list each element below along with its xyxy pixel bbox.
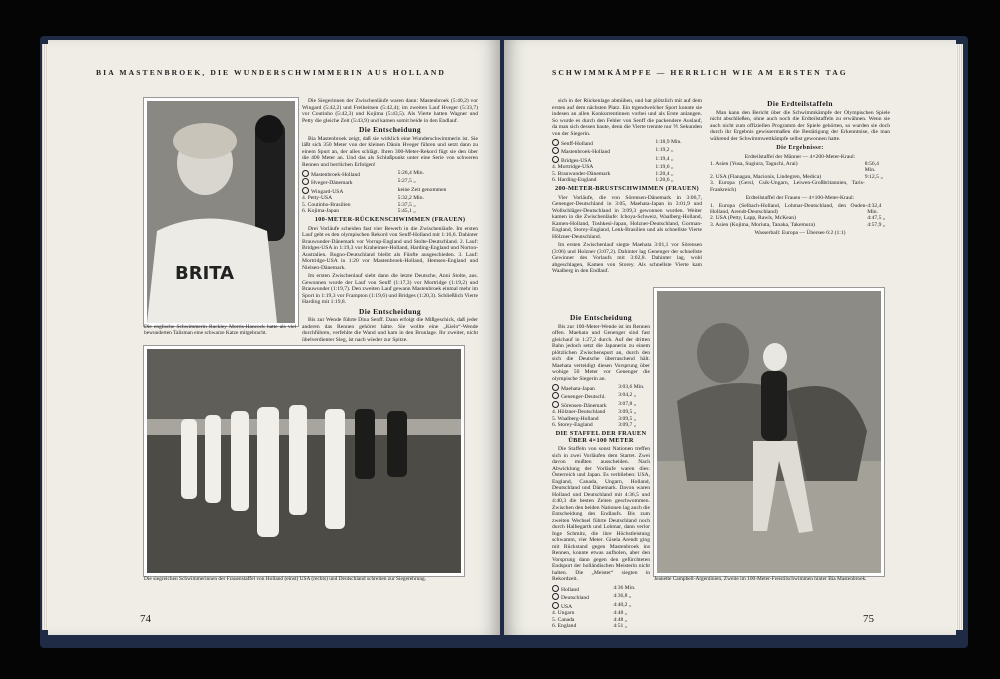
heading-200m-brust: 200-METER-BRUSTSCHWIMMEN (FRAUEN) — [555, 185, 699, 193]
table-row: 4. Mortridge-USA 1:19,6 „ — [552, 164, 674, 171]
medal-icon — [302, 187, 309, 194]
table-row: Mastenbroek-Holland 5:26,4 Min. — [302, 170, 478, 178]
results-table-200m-brust — [552, 384, 650, 428]
table-row: Genenger-Deutschl. 3:04,2 „ — [552, 392, 650, 400]
photo-swimmer-with-mascot — [144, 98, 298, 326]
table-row: Deutschland 4:36,8 „ — [552, 593, 650, 601]
table-row: 6. Harding-England 1:20,6 „ — [552, 177, 674, 184]
left-page — [48, 40, 500, 635]
paragraph-4: Bis zur Wende führte Dina Senff. Dann erfolgt die Mißgeschick, daß jeder anderen das Rennen gehöret hätte. Sie wollte eine „Kielo“-Wende durchführen, verfehlte die Wand und kam in den Brunlage. Ihr zweiter, nicht übelverdienter Sieg, ist nach wieder zur Spitze. — [302, 317, 478, 343]
table-row: 1. Asien (Yusa, Sugiura, Taguchi, Arai) 8:56,4 Min. — [710, 161, 879, 174]
caption-swimmer-photo: Jeanette Campbell-Argentinien, Zweite im 100-Meter-Freistilschwimmen hinter Bia Mastenbroek. — [654, 576, 867, 582]
page-number-left: 74 — [140, 613, 151, 625]
table-row: 4. Petty-USA 5:32,2 Min. — [302, 195, 424, 202]
medal-icon — [552, 156, 559, 163]
medal-icon — [552, 401, 559, 408]
page-number-right: 75 — [863, 613, 874, 625]
table-row: 6. Storey-England 3:09,7 „ — [552, 422, 637, 429]
caption-relay-photo: Die siegreichen Schwimmerinnen der Frauenstaffel von Holland (einst) USA (rechts) und Deutschland schreiten zur Siegerehrung. — [144, 576, 427, 582]
swimmer-by-sculpture-illustration — [657, 291, 881, 573]
swimmer-with-mascot-illustration — [147, 101, 295, 323]
water-polo-result: Wasserball: Europa — Übersee 6:2 (1:1) — [754, 230, 846, 237]
paragraph-2: Drei Vorläufe scheiden fast vier Bewerb in die Zwischenläufe. Im ersten Lauf geht es den olympischen Rekord von Senff-Holland mit 1:16,6. Dahinter Brauwunder-Dänemark vor Vorrup-England und Stolte-Deutschland. 2. Lauf: Bridges-USA in 1:19,3 vor Kraheimer-Holland, Harding-England und Norton-Australien. Bugno-Deutschland bleibt als Fünfte ausgeschieden. 3. Lauf: Mortridge-USA in 1:20 vor Mastenbroek-Holland, Hemsen-England und Nielsen-Dänemark. — [302, 225, 478, 271]
table-row: Holland 4:36 Min. — [552, 585, 650, 593]
right-page — [504, 40, 956, 635]
caption-mascot-photo: Die englische Schwimmerin Ruckley Morris-Hancock hatte als viel bewunderten Talisman eine schwarze Katze mitgebracht. — [144, 324, 296, 337]
table-row: 6. Kojima-Japan 5:45,1 „ — [302, 208, 416, 215]
results-table-relay-women — [710, 203, 890, 229]
photo-relay-teams-march — [144, 346, 464, 576]
table-row: Mastenbroek-Holland 1:19,2 „ — [552, 147, 702, 155]
heading-entscheidung-1: Die Entscheidung — [358, 125, 422, 134]
table-row: Senff-Holland 1:18,9 Min. — [552, 139, 702, 147]
table-row: 5. Canada 4:48 „ — [552, 616, 628, 623]
medal-icon — [552, 593, 559, 600]
medal-icon — [302, 178, 309, 185]
table-row: 2. USA (Petty, Lapp, Rawls, McKean) 4:47,5 „ — [710, 215, 886, 222]
relay-teams-illustration — [147, 349, 461, 573]
table-row: Bridges-USA 1:19,4 „ — [552, 156, 702, 164]
medal-icon — [552, 392, 559, 399]
photo-swimmer-by-sculpture — [654, 288, 884, 576]
table-row: USA 4:40,2 „ — [552, 602, 650, 610]
table-row: 3. Asien (Kojima, Moriuta, Tanaka, Takemura) 4:57,9 „ — [710, 221, 886, 228]
left-text-column — [302, 98, 478, 345]
medal-icon — [552, 602, 559, 609]
table-row: Sörensen-Dänemark 3:07,8 „ — [552, 401, 650, 409]
results-table-relay-men — [710, 161, 890, 193]
intro-paragraph: Die Siegerinnen der Zwischenläufe waren dann: Mastenbroek (5:40,2) vor Wingard (5:42,2) und Freiheitsen (5:42,4); im zweiten Lauf Hveger (5:33,7) vor Coutinho (5:42,3) und Kojima (5:43,5). Als Vierte hatten Wagner und Petty die gleiche Zeit (5:43,9) und kamen somit beide in den Endlauf. — [302, 98, 478, 124]
table-row: Wingard-USA keine Zeit genommen — [302, 187, 478, 195]
relay-men-title: Erdteilstaffel der Männer — 4×200-Meter-Kraul: — [744, 153, 856, 160]
paragraph-5: Vier Vorläufe, die von Sörensen-Dänemark in 3:06,7, Genenger-Deutschland in 3:05, Maehata-Japan in 3:01,9 und Wollschläger-Deutschland in 3:09,3 gewonnen wurden. Weiter kamen in die Zwischenläufe: Ichoya-Schweiz, Waalberg-Holland, Kamen-Holland, Toshkesi-Japan, Holzner-Deutschland, Gorman-England, Storey-England, Lenk-Brasilien und als schnellste Vierte Hölzner-Deutschland. — [552, 194, 702, 240]
paragraph-8: Die Staffeln von sonst Nationen treffen sich in zwei Vorläufen dem Startet. Zwei davon mußten ausscheiden. Nach Abwicklung der Vorläufe waren dies: Österreich und Japan. Es verblieben: USA, England, Canada, Ungarn, Holland, Deutschland und Dänemark. Davon waren Holland und Deutschland mit 4:36,5 und 4:40,3 die besten Zeiten geschwommen. Zwischen den beiden Nationen lag auch die Entscheidung des Endlaufs. Bis zum zweiten Wechsel führte Deutschland noch durch Halbegarth und Lohmar, dann verlor Inge Schmitz, die ihre Höchstleistung schwamm, vier Meter. Gisela Arendt ging mit Rückstand gegen Mastenbroek ins Rennen, konnte etwas aufholen, aber den Vorsprung dann gegen den gefürchteten Endspurt der holländischen Meisterin nicht halten. Die „Meister“ siegten in Rekordzeit. — [552, 446, 650, 583]
heading-staffel-frauen: DIE STAFFEL DER FRAUEN ÜBER 4×100 METER — [555, 430, 647, 444]
relay-women-title: Erdteilstaffel der Frauen — 4×100-Meter-Kraul: — [745, 195, 855, 202]
continued-paragraph: sich in der Rückenlage abmühen, und hat plötzlich mit auf dem ersten auf dem nächsten Platz. Ein trgendwelcher Sport konnte sie indesen an allen Konkurrentinnen vorbei und als Erste anlangen. So wurde es durch den Fehler von Senff die packendere Auslauf, da man sich dessen baute, denn die Vierte trennte nur ⅕ Sekunden von der Siegerin. — [552, 98, 702, 137]
table-row: 6. England 4:51 „ — [552, 622, 628, 629]
right-text-column-1b — [552, 312, 650, 631]
table-row: 5. Waalberg-Holland 3:09,5 „ — [552, 415, 637, 422]
running-head-left: BIA MASTENBROEK, DIE WUNDERSCHWIMMERIN AUS HOLLAND — [96, 68, 447, 77]
table-row: 4. Hölzner-Deutschland 3:09,5 „ — [552, 409, 637, 416]
table-row: 4. Ungarn 4:48 „ — [552, 610, 628, 617]
results-table-400m — [302, 170, 478, 214]
heading-erdteilstaffeln: Die Erdteilstaffeln — [767, 99, 833, 108]
table-row: 2. USA (Flanagan, Macionis, Lindegren, Medica) 9:12,5 „ — [710, 173, 883, 180]
table-row: Hveger-Dänemark 5:27,5 „ — [302, 178, 478, 186]
heading-entscheidung-3: Die Entscheidung — [569, 313, 633, 322]
table-row: 3. Europa (Gersl, Csik-Ungarn, Leiwen-Großbritannien, Taris-Frankreich) — [710, 180, 865, 193]
running-head-right: SCHWIMMKÄMPFE — HERRLICH WIE AM ERSTEN TAG — [552, 68, 848, 77]
right-text-column-1 — [552, 98, 702, 277]
table-row: 5. Brauwunder-Dänemark 1:20,4 „ — [552, 170, 674, 177]
results-table-100m-ruecken — [552, 139, 702, 183]
paragraph-9: Man kann den Bericht über die Schwimmkämpfe der Olympischen Spiele nicht abschließen, ohne auch noch die Erdteilstaffeln zu erwähnen. Wenn sie auch nicht zum offiziellen Programm der Spiele gehörten, so wurden sie doch durch ihr Ergebnis gewissermaßen die Bestätigung der Erkenntnise, die man während der Schwimmwettkämpfe selbst gewonnen hatte. — [710, 109, 890, 142]
medal-icon — [552, 139, 559, 146]
page-edges-right — [955, 44, 963, 630]
svg-text:BRITA: BRITA — [175, 263, 235, 284]
medal-icon — [552, 147, 559, 154]
results-table-staffel — [552, 585, 650, 629]
paragraph-6: Im ersten Zwischenlauf siegte Maehata 3:01,1 vor Sörensen (3:06) und Holzner (3:07,2). Dahinter lag Genenger der schnellste Gewinner des Vorlaufs mit 3:02,8. Dahinter lag, wohl abgeschlagen, Kamen von Storey. Als schnellste Vierte kam Waalberg in den Endlauf. — [552, 242, 702, 275]
table-row: 1. Europa (Selbach-Holland, Lohmar-Deutschland, den Ouden-Holland, Arendt-Deutschland) 4:32,4 Min. — [710, 202, 882, 215]
paragraph-1: Bia Mastenbroek zeigt, daß sie wirklich eine Wunderschwimmerin ist. Sie läßt sich 350 Meter von der kleinen Dänin Hveger führen und setzt dann zu einem Spurt an, der alles schlägt. Ihren 300-Meter-Rekord fügt sie den über die 400 Meter an. Und das als Schlußpunkt unter eine Serie von schweren Rennen und herrlichen Erfolgen! — [302, 135, 478, 168]
medal-icon — [552, 384, 559, 391]
heading-ergebnisse: Die Ergebnisse: — [776, 144, 824, 151]
medal-icon — [552, 585, 559, 592]
table-row: 5. Coutinho-Brasilien 5:37,5 „ — [302, 201, 416, 208]
paragraph-7: Bis zur 100-Meter-Wende ist im Rennen offen. Maehata und Genenger sind fast gleichauf in 1:27,2 durch. Auf der dritten Bahn jedoch setzt die Japanerin zu einem plötzlichen Zwischenspurt an, durch den sich die Deutsche überraschend hält. Maehata verteidigt diesen Vorsprung über wohige 50 Meter vor Genenger die olympische Siegerin an. — [552, 323, 650, 382]
right-text-column-2 — [710, 98, 890, 237]
paragraph-3: Im ersten Zwischenlauf siebt dann die letzte Deutsche, Anni Stolte, aus. Gewonnen wurde der Lauf von Senff (1:17,3) vor Mortridge (1:19,2) und Brauwunder (1:19,7). Den zweiten Lauf gewann Mastenbroek einmal mehr im Sport in 1:19,3 vor Frampton (1:19,6) und Bridges (1:20,3). Schließlich Vierte Harding mit 1:19,8. — [302, 273, 478, 306]
heading-entscheidung-2: Die Entscheidung — [358, 306, 422, 316]
heading-100m-ruecken: 100-METER-RÜCKENSCHWIMMEN (FRAUEN) — [314, 216, 466, 224]
medal-icon — [302, 170, 309, 177]
table-row: Maehata-Japan 3:03,6 Min. — [552, 384, 650, 392]
